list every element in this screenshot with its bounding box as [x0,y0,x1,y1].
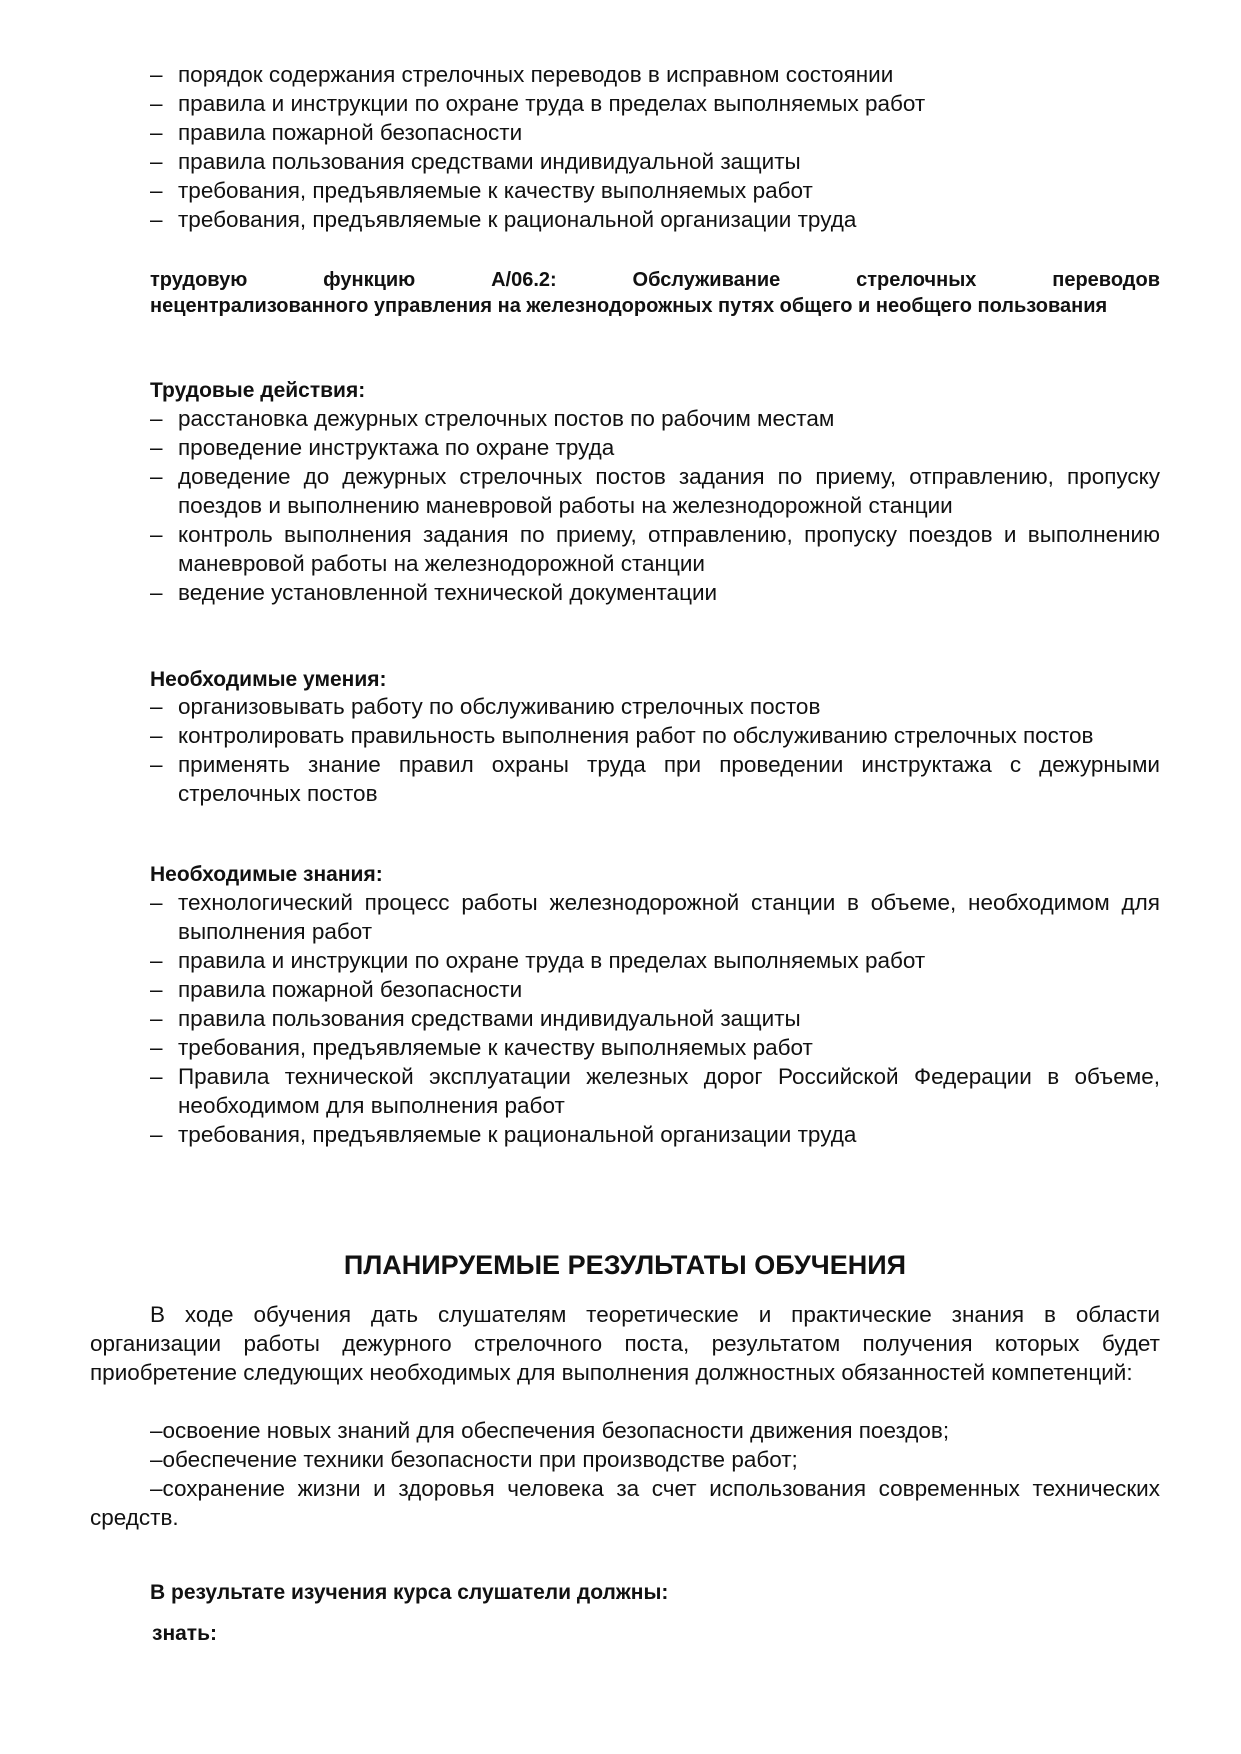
list-item: – требования, предъявляемые к рациональной организации труда [150,1120,1160,1149]
list-item: – Правила технической эксплуатации железных дорог Российской Федерации в объеме, необходимом для выполнения работ [150,1062,1160,1120]
labor-function-rest: нецентрализованного управления на железнодорожных путях общего и необщего пользования [150,295,1108,317]
list-item: – организовывать работу по обслуживанию стрелочных постов [150,692,1160,721]
list-item: – технологический процесс работы железнодорожной станции в объеме, необходимом для выполнения работ [150,888,1160,946]
skills-heading: Необходимые умения: [150,668,387,691]
list-item: – требования, предъявляемые к рациональной организации труда [150,205,1160,234]
requirements-list [150,60,1160,234]
list-item: – правила пользования средствами индивидуальной защиты [150,1004,1160,1033]
list-item: – проведение инструктажа по охране труда [150,433,1160,462]
list-item: – расстановка дежурных стрелочных постов по рабочим местам [150,404,1160,433]
actions-heading: Трудовые действия: [150,379,366,402]
list-item: – требования, предъявляемые к качеству выполняемых работ [150,1033,1160,1062]
list-item: – ведение установленной технической документации [150,578,1160,607]
labor-function-heading [150,267,1160,319]
list-item: – контроль выполнения задания по приему, отправлению, пропуску поездов и выполнению маневровой работы на железнодорожной станции [150,520,1160,578]
list-item: – доведение до дежурных стрелочных постов задания по приему, отправлению, пропуску поездов и выполнению маневровой работы на железнодорожной станции [150,462,1160,520]
labor-function-line1: трудовую функцию А/06.2: Обслуживание стрелочных переводов [150,269,1160,291]
list-item: – требования, предъявляемые к качеству выполняемых работ [150,176,1160,205]
actions-list [150,404,1160,607]
competency-item: –сохранение жизни и здоровья человека за счет использования современных технических средств. [90,1476,1160,1530]
list-item: – правила пожарной безопасности [150,118,1160,147]
list-item: – правила пользования средствами индивидуальной защиты [150,147,1160,176]
list-item: – правила и инструкции по охране труда в пределах выполняемых работ [150,89,1160,118]
intro-paragraph: В ходе обучения дать слушателям теоретические и практические знания в области организации работы дежурного стрелочного поста, результатом получения которых будет приобретение следующих необходимых для выполнения должностных обязанностей компетенций: [90,1302,1160,1385]
section-title: ПЛАНИРУЕМЫЕ РЕЗУЛЬТАТЫ ОБУЧЕНИЯ [343,1250,907,1280]
competency-item: –освоение новых знаний для обеспечения безопасности движения поездов; [150,1418,950,1443]
competency-item: –обеспечение техники безопасности при производстве работ; [150,1447,798,1472]
list-item: – правила и инструкции по охране труда в пределах выполняемых работ [150,946,1160,975]
list-item: – правила пожарной безопасности [150,975,1160,1004]
skills-list [150,692,1160,808]
knowledge-list [150,888,1160,1149]
list-item: – порядок содержания стрелочных переводов в исправном состоянии [150,60,1160,89]
list-item: – применять знание правил охраны труда при проведении инструктажа с дежурными стрелочных постов [150,750,1160,808]
list-item: – контролировать правильность выполнения работ по обслуживанию стрелочных постов [150,721,1160,750]
outcome-heading: В результате изучения курса слушатели должны: [150,1581,669,1604]
knowledge-heading: Необходимые знания: [150,863,383,886]
know-label: знать: [152,1622,217,1645]
